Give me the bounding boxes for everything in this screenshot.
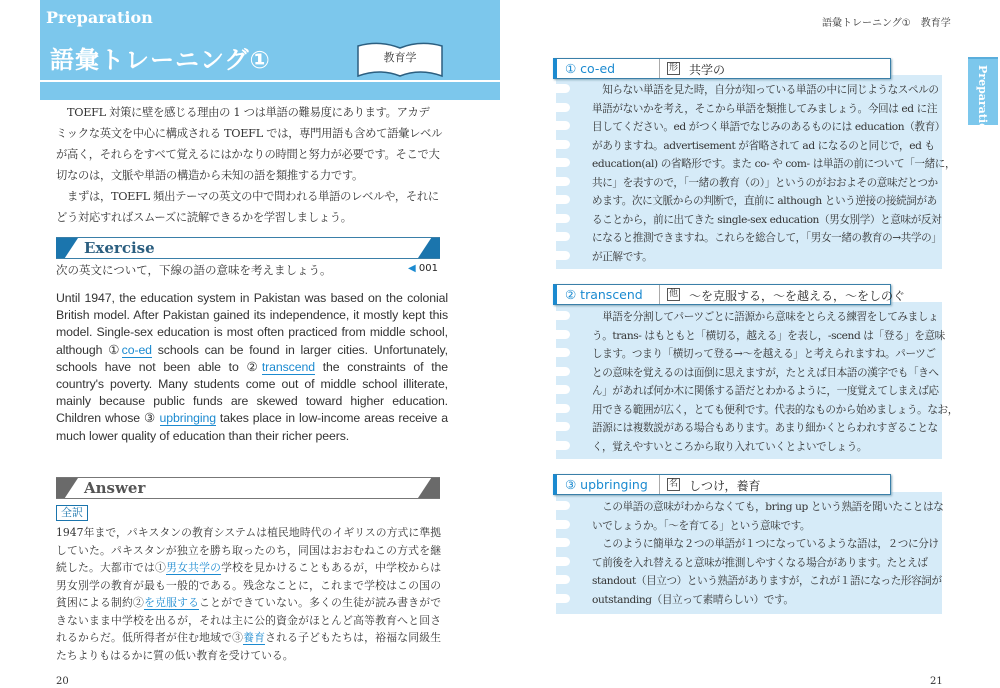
text-line: このように簡単な２つの単語が１つになっているような語は，２つに分け	[592, 538, 939, 550]
page-title: 語彙トレーニング①	[50, 46, 271, 74]
text-line: TOEFL 対策に壁を感じる理由の 1 つは単語の難易度にあります。アカデ	[56, 106, 430, 119]
text-line: う。trans- はもともと「横切る，越える」を表し，-scend は「登る」を意味	[592, 329, 945, 342]
keyword-co-ed: co-ed	[121, 342, 152, 357]
text-line: が高く，それらをすべて覚えるにはかなりの時間と努力が必要です。そこで大	[56, 148, 440, 161]
topic-label: 教育学	[383, 51, 417, 64]
entry-explanation	[592, 81, 956, 266]
text-line: どう対応すればスムーズに読解できるかを学習しましょう。	[56, 211, 352, 224]
keyword-upbringing: upbringing	[159, 411, 216, 426]
passage-text: the constraints of the country's poverty. Many students come out of middle school illiterate, mainly because public funds are skewed toward higher education. Children whose ③	[56, 359, 448, 426]
passage-text: takes place in low-income areas receive a much lower quality of education than their richer peers.	[56, 411, 448, 443]
entry-box-2	[556, 302, 958, 459]
text-line: standout（目立つ）という熟語がありますが，これが１語になった形容詞が	[592, 575, 942, 587]
intro-text	[56, 102, 446, 228]
text-line: 用できる範囲が広く，とても便利です。代表的なものから始めましょう。なお，	[592, 403, 958, 416]
audio-track[interactable]	[408, 263, 438, 274]
entry-word: ① co-ed	[565, 61, 616, 76]
text-line: この単語の意味がわからなくても，bring up という熟語を聞いたことはな	[592, 501, 944, 513]
text-line: 知らない単語を見た時，自分が知っている単語の中に同じようなスペルの	[592, 84, 939, 96]
side-tab[interactable]	[968, 57, 998, 139]
text-line: 目してください。ed がつく単語でなじみのあるものには education（教育）	[592, 121, 945, 133]
entry-header-1	[553, 58, 891, 79]
text-line: が正解です。	[592, 250, 653, 263]
binder-holes	[556, 311, 570, 459]
exercise-instruction: 次の英文について，下線の語の意味を考えましょう。	[56, 263, 332, 277]
text-line: いでしょうか。「～を育てる」という意味です。	[592, 519, 811, 532]
answer-heading: Answer	[84, 479, 146, 497]
translation-keyword: を克服する	[144, 596, 200, 609]
translation-part: される子どもたちは，裕福な同級生たちよりもはるかに質の低い教育を受けている。	[56, 631, 442, 662]
exercise-passage	[56, 290, 448, 445]
translation-keyword: 男女共学の	[166, 561, 222, 574]
translation-text	[56, 524, 441, 664]
side-tab-label: Preparation	[976, 65, 989, 139]
translation-part: ことができていない。多くの生徒が読み書きができないまま中学校を出るが，それは主に公的資金がほとんど高等教育へと回されるからだ。低所得者が住む地域で③	[56, 596, 442, 644]
entry-header-2	[553, 284, 906, 305]
part-of-speech: 名	[669, 479, 679, 489]
translation-part: 1947年まで，パキスタンの教育システムは植民地時代のイギリスの方式に準拠していた。パキスタンが独立を勝ち取ったのち，同国はおおむねこの方式を継続した。大都市では①	[56, 526, 441, 574]
binder-holes	[556, 84, 570, 269]
entry-header-3	[553, 474, 891, 495]
passage-text: schools can be found in larger cities. Unfortunately, schools have not been able to ②	[56, 342, 448, 374]
text-line: 語源には複数説がある場合もあります。あまり細かくとらわれすぎることな	[592, 422, 938, 434]
text-line: めます。次に文脈からの判断で，直前に although という逆接の接続詞があ	[592, 195, 937, 207]
text-line: 切なのは，文脈や単語の構造から未知の語を類推する力です。	[56, 169, 364, 182]
audio-track-number: 001	[418, 263, 438, 274]
entry-meaning: しつけ，養育	[689, 479, 761, 493]
entry-explanation	[592, 308, 958, 456]
entry-explanation	[592, 498, 944, 609]
text-line: します。つまり「横切って登る→～を越える」と考えられますね。パーツご	[592, 348, 936, 360]
entry-meaning: 共学の	[689, 63, 726, 77]
page-number-right: 21	[930, 676, 943, 687]
text-line: ることから，前に出てきた single-sex education（男女別学）と意味が反対	[592, 213, 942, 226]
text-line: まずは，TOEFL 頻出テーマの英文の中で問われる単語のレベルや，それに	[56, 190, 439, 203]
running-head: 語彙トレーニング① 教育学	[822, 18, 951, 29]
text-line: outstanding（目立って素晴らしい）です。	[592, 593, 794, 606]
exercise-heading: Exercise	[84, 239, 155, 257]
entry-box-1	[556, 75, 956, 269]
text-line: ミックな英文を中心に構成される TOEFL では，専門用語も含めて語彙レベル	[56, 127, 443, 140]
section-label: Preparation	[46, 8, 153, 27]
translation-keyword: 養育	[243, 631, 266, 644]
entry-word: ③ upbringing	[565, 477, 648, 492]
full-translation-label: 全訳	[56, 505, 88, 521]
entry-box-3	[556, 492, 942, 614]
header-divider	[40, 80, 500, 82]
text-line: ん」があれば何か木に関係する語だとわかるように，一度覚えてしまえば応	[592, 385, 939, 397]
text-line: て前後を入れ替えると意味が推測しやすくなる場合があります。たとえば	[592, 556, 928, 569]
text-line: 共に」を表すので，「一緒の教育（の）」というのがおおよその意味だとつか	[592, 176, 938, 189]
text-line: になると推測できますね。これらを総合して，「男女一緒の教育の→共学の」	[592, 232, 942, 244]
page-number-left: 20	[56, 676, 69, 687]
binder-holes	[556, 501, 570, 612]
passage-text: Until 1947, the education system in Pakistan was based on the colonial British model. After Pakistan gained its independence, it mostly kept this model. Single-sex education is most often practiced from middle school, although ①	[56, 291, 448, 357]
translation-part: 学校を見かけることもあるが，中学校からは男女別学の教育が最も一般的である。残念なことに，これまで学校はこの国の貧困による制約②	[56, 561, 442, 609]
text-line: 単語を分割してパーツごとに語源から意味をとらえる練習をしてみましょ	[592, 311, 939, 323]
part-of-speech: 他	[669, 289, 679, 299]
text-line: がありますね。advertisement が省略されて ad になるのと同じで，ed も	[592, 139, 935, 152]
entry-meaning: ～を克服する，～を越える，～をしのぐ	[689, 289, 906, 303]
answer-heading-bar	[56, 477, 440, 499]
topic-book-badge	[355, 40, 445, 80]
keyword-transcend: transcend	[261, 359, 315, 374]
text-line: 単語がないかを考え，そこから単語を類推してみましょう。今回は ed に注	[592, 102, 938, 115]
entry-word: ② transcend	[565, 287, 643, 302]
text-line: との意味を覚えるのは面倒に思えますが，たとえば日本語の漢字でも「きへ	[592, 366, 939, 379]
chapter-header	[40, 0, 500, 100]
speaker-icon[interactable]: ◀︎	[408, 263, 416, 274]
exercise-heading-bar	[56, 237, 440, 259]
text-line: く，覚えやすいところから取り入れていくとよいでしょう。	[592, 440, 868, 453]
text-line: education(al) の省略形です。また co- や com- は単語の前について「一緒に，	[592, 158, 956, 170]
part-of-speech: 形	[669, 63, 679, 73]
